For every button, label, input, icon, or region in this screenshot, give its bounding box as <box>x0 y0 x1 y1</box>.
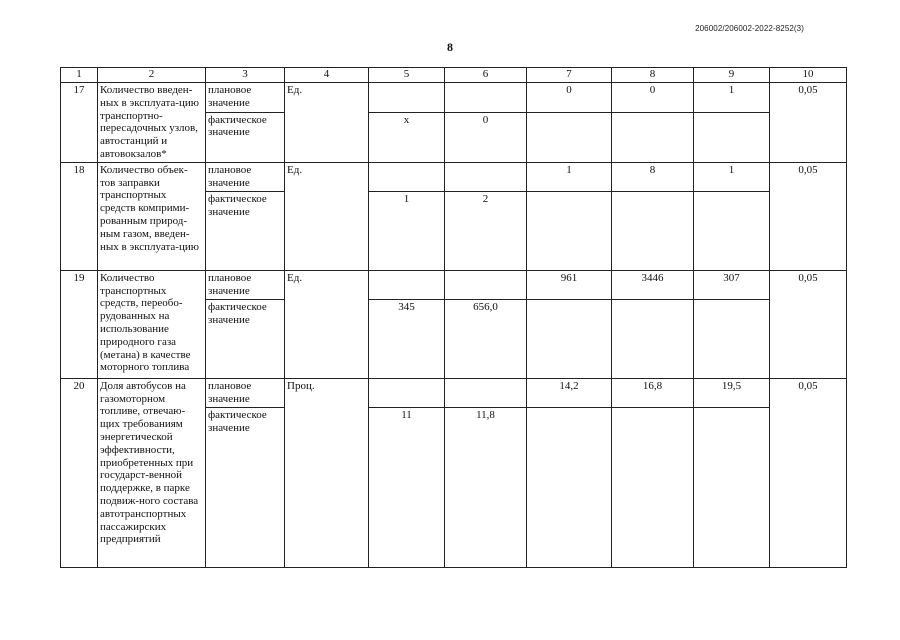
fact-label: фактическое значение <box>206 407 285 567</box>
column-header: 8 <box>612 68 694 83</box>
plan-value <box>369 378 445 407</box>
plan-value: 14,2 <box>527 378 612 407</box>
unit: Ед. <box>285 162 369 270</box>
fact-value <box>612 112 694 162</box>
plan-value: 0 <box>527 83 612 113</box>
plan-value <box>445 270 527 299</box>
weight-value: 0,05 <box>770 83 847 163</box>
weight-value: 0,05 <box>770 162 847 270</box>
fact-value <box>694 407 770 567</box>
column-header: 1 <box>61 68 98 83</box>
unit: Проц. <box>285 378 369 567</box>
weight-value: 0,05 <box>770 270 847 378</box>
fact-value <box>694 191 770 270</box>
indicators-table <box>60 67 847 568</box>
fact-label: фактическое значение <box>206 299 285 378</box>
plan-value <box>445 83 527 113</box>
plan-label: плановое значение <box>206 378 285 407</box>
column-header: 7 <box>527 68 612 83</box>
plan-value <box>445 378 527 407</box>
plan-value: 307 <box>694 270 770 299</box>
column-header: 9 <box>694 68 770 83</box>
fact-value <box>612 191 694 270</box>
row-number: 19 <box>61 270 98 378</box>
fact-value: x <box>369 112 445 162</box>
indicator-name: Количество введен-ных в эксплуата-цию транспортно-пересадочных узлов, автостанций и автовокзалов* <box>98 83 206 163</box>
plan-value: 19,5 <box>694 378 770 407</box>
plan-label: плановое значение <box>206 270 285 299</box>
unit: Ед. <box>285 83 369 163</box>
column-header: 2 <box>98 68 206 83</box>
fact-value: 345 <box>369 299 445 378</box>
fact-value: 11,8 <box>445 407 527 567</box>
plan-value: 1 <box>527 162 612 191</box>
fact-value: 0 <box>445 112 527 162</box>
fact-value <box>694 299 770 378</box>
indicator-name: Количество транспортных средств, переобо-рудованных на использование природного газа (метана) в качестве моторного топлива <box>98 270 206 378</box>
fact-label: фактическое значение <box>206 191 285 270</box>
indicator-row-plan <box>61 162 847 191</box>
indicator-name: Количество объек-тов заправки транспортных средств комприми-рованным природ-ным газом, введен-ных в эксплуата-цию <box>98 162 206 270</box>
fact-value <box>527 191 612 270</box>
indicator-name: Доля автобусов на газомоторном топливе, отвечаю-щих требованиям энергетической эффективности, приобретенных при государст-венной поддержке, в парке подвиж-ного состава автотранспортных пассажирских предприятий <box>98 378 206 567</box>
document-number: 206002/206002-2022-8252(3) <box>695 24 804 33</box>
plan-value <box>445 162 527 191</box>
fact-value: 656,0 <box>445 299 527 378</box>
fact-value: 1 <box>369 191 445 270</box>
plan-label: плановое значение <box>206 83 285 113</box>
fact-label: фактическое значение <box>206 112 285 162</box>
fact-value: 11 <box>369 407 445 567</box>
fact-value: 2 <box>445 191 527 270</box>
fact-value <box>612 407 694 567</box>
plan-value <box>369 83 445 113</box>
column-header: 6 <box>445 68 527 83</box>
fact-value <box>527 112 612 162</box>
plan-value: 0 <box>612 83 694 113</box>
plan-value <box>369 270 445 299</box>
indicator-row-plan <box>61 378 847 407</box>
indicator-row-plan <box>61 83 847 113</box>
column-header: 10 <box>770 68 847 83</box>
weight-value: 0,05 <box>770 378 847 567</box>
plan-value: 1 <box>694 83 770 113</box>
column-header: 4 <box>285 68 369 83</box>
plan-value: 1 <box>694 162 770 191</box>
row-number: 18 <box>61 162 98 270</box>
indicator-row-plan <box>61 270 847 299</box>
column-number-row <box>61 68 847 83</box>
fact-value <box>694 112 770 162</box>
row-number: 20 <box>61 378 98 567</box>
column-header: 3 <box>206 68 285 83</box>
plan-value: 8 <box>612 162 694 191</box>
plan-value: 3446 <box>612 270 694 299</box>
page-number: 8 <box>447 40 453 54</box>
fact-value <box>527 299 612 378</box>
row-number: 17 <box>61 83 98 163</box>
column-header: 5 <box>369 68 445 83</box>
fact-value <box>527 407 612 567</box>
plan-value <box>369 162 445 191</box>
unit: Ед. <box>285 270 369 378</box>
plan-label: плановое значение <box>206 162 285 191</box>
plan-value: 16,8 <box>612 378 694 407</box>
plan-value: 961 <box>527 270 612 299</box>
fact-value <box>612 299 694 378</box>
